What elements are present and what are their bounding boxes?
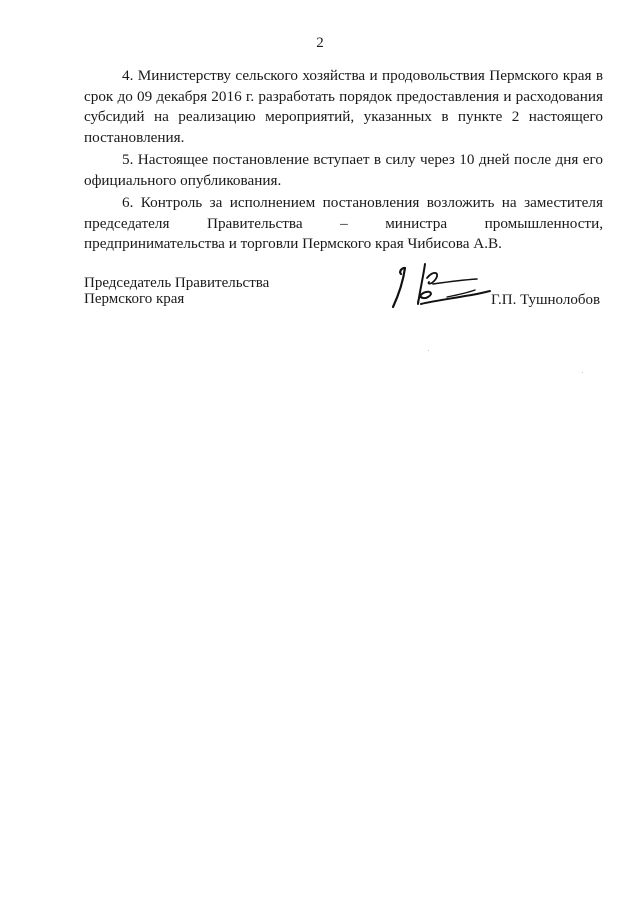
document-body (84, 66, 603, 257)
signer-title (84, 275, 269, 307)
scan-speck (582, 372, 583, 373)
signature-block (84, 272, 603, 332)
paragraph-6: 6. Контроль за исполнением постановления возложить на заместителя председателя Правительства – министра промышленности, предпринимательства и торговли Пермского края Чибисова А.В. (84, 194, 603, 252)
paragraph-5: 5. Настоящее постановление вступает в силу через 10 дней после дня его официального опубликования. (84, 151, 603, 189)
signer-name: Г.П. Тушнолобов (491, 292, 601, 308)
handwritten-signature (387, 260, 497, 322)
signer-title-line-1: Председатель Правительства (84, 275, 270, 291)
signer-title-line-2: Пермского края (84, 291, 185, 307)
scan-speck (428, 350, 429, 351)
paragraph-4: 4. Министерству сельского хозяйства и продовольствия Пермского края в срок до 09 декабря 2016 г. разработать порядок предоставления и расходования субсидий на реализацию мероприятий, указанных в пункте 2 настоящего постановления. (84, 67, 603, 146)
page-number: 2 (316, 35, 324, 51)
